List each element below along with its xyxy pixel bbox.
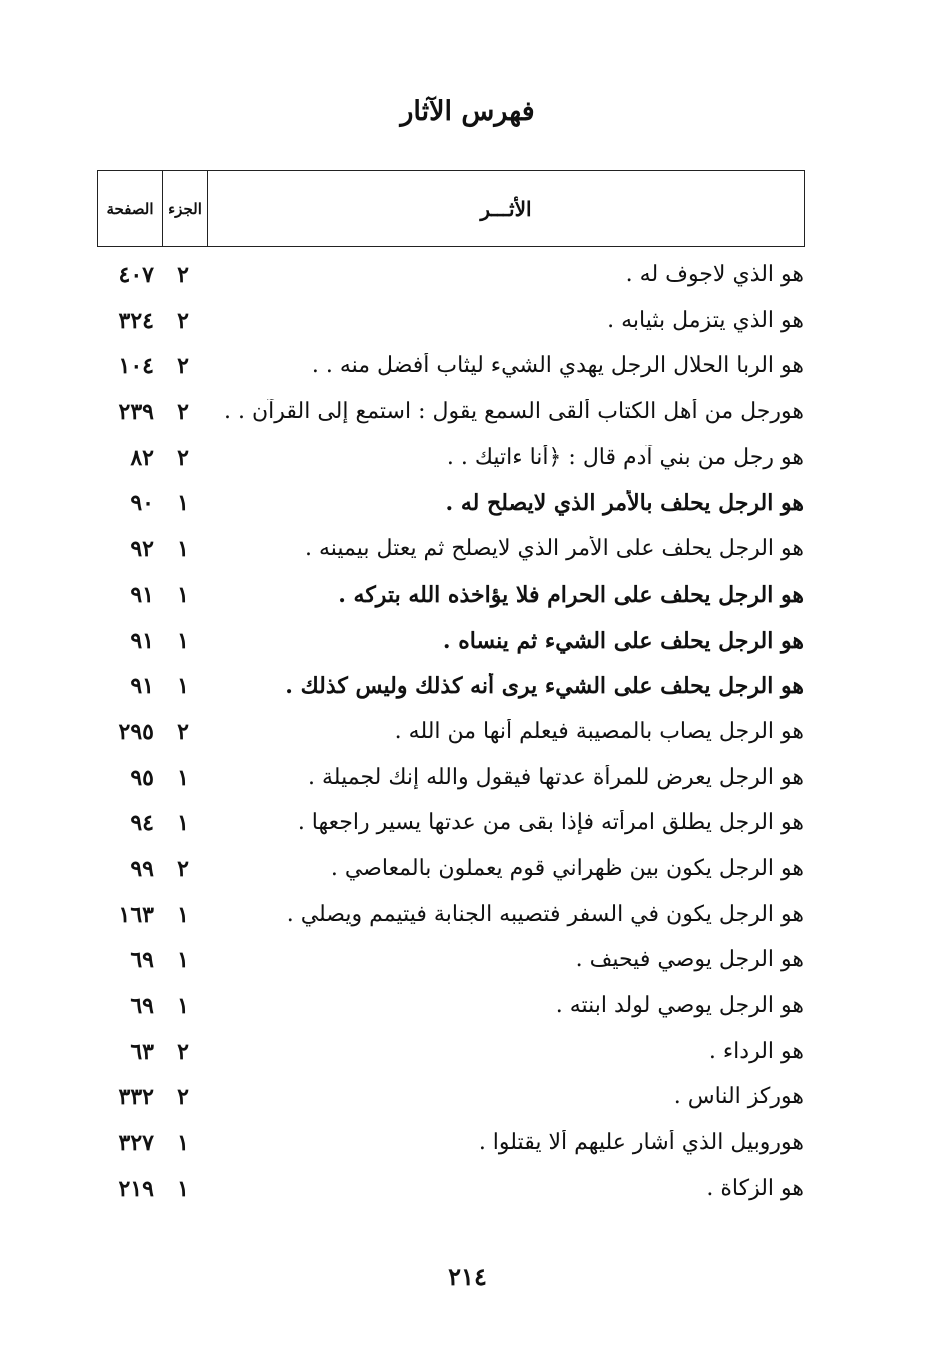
table-row — [0, 441, 935, 487]
page-ref: ٩١ — [130, 673, 154, 700]
athar-text: هو الرجل يكون في السفر فتصيبه الجنابة فيتيمم ويصلي . — [286, 901, 804, 927]
table-row — [0, 624, 935, 670]
athar-text: هو الرداء . — [708, 1038, 804, 1064]
part-number: ٢ — [177, 353, 189, 380]
athar-text: هو الرجل يطلق امرأته فإذا بقى من عدتها يسير راجعها . — [297, 810, 804, 836]
page-ref: ٤٠٧ — [118, 262, 154, 288]
page-ref: ٨٢ — [130, 444, 154, 471]
table-row — [0, 898, 935, 944]
page-ref: ٩١ — [130, 627, 154, 654]
table-row — [0, 532, 935, 578]
athar-text: هوركز الناس . — [673, 1084, 804, 1110]
part-number: ٢ — [177, 307, 189, 334]
athar-text: هو الذي يتزمل بثيابه . — [607, 307, 804, 333]
page-ref: ٣٣٢ — [118, 1084, 154, 1111]
table-row — [0, 349, 935, 395]
part-number: ٢ — [177, 399, 189, 426]
page-ref: ٦٩ — [130, 993, 154, 1019]
athar-text: هو الرجل يحلف على الحرام فلا يؤاخذه الله بتركه . — [338, 581, 804, 608]
table-row — [0, 806, 935, 852]
page-ref: ١٦٣ — [118, 901, 154, 928]
table-row — [0, 1172, 935, 1218]
athar-text: هو الرجل يحلف على الأمر الذي لايصلح ثم يعتل بيمينه . — [305, 536, 804, 562]
page-number: ٢١٤ — [448, 1262, 487, 1291]
index-table-header — [97, 170, 805, 247]
part-number: ١ — [177, 1130, 189, 1157]
athar-text: هو الرجل يحلف بالأمر الذي لايصلح له . — [445, 490, 804, 517]
table-row — [0, 943, 935, 989]
table-row — [0, 852, 935, 898]
page-ref: ٦٣ — [130, 1038, 154, 1065]
header-part: الجزء — [162, 171, 208, 246]
athar-text: هو الرجل يحلف على الشيء يرى أنه كذلك وليس كذلك . — [285, 673, 804, 700]
page-ref: ٩١ — [130, 581, 154, 608]
part-number: ٢ — [177, 718, 189, 745]
page-ref: ٦٩ — [130, 947, 154, 974]
header-page: الصفحة — [106, 199, 154, 218]
part-number: ٢ — [177, 855, 189, 882]
athar-text: هو الذي لاجوف له . — [625, 262, 804, 287]
table-row — [0, 578, 935, 624]
table-row — [0, 395, 935, 441]
page-ref: ٢٣٩ — [118, 399, 154, 426]
part-number: ١ — [177, 993, 189, 1019]
part-number: ١ — [177, 627, 189, 654]
page-title: فهرس الآثار — [400, 96, 535, 127]
athar-text: هو الرجل يعرض للمرأة عدتها فيقول والله إنك لجميلة . — [308, 764, 804, 790]
athar-text: هو الرجل يصاب بالمصيبة فيعلم أنها من الله . — [394, 718, 804, 744]
table-row — [0, 669, 935, 715]
part-number: ١ — [177, 901, 189, 928]
table-row — [0, 761, 935, 807]
table-row — [0, 304, 935, 350]
athar-text: هو الرجل يكون بين ظهراني قوم يعملون بالمعاصي . — [330, 855, 804, 881]
table-row — [0, 1035, 935, 1081]
part-number: ١ — [177, 764, 189, 791]
table-row — [0, 1080, 935, 1126]
part-number: ٢ — [177, 1084, 189, 1111]
part-number: ٢ — [177, 1038, 189, 1065]
table-row — [0, 486, 935, 532]
page-ref: ٢١٩ — [118, 1175, 154, 1202]
athar-text: هو الرجل يحلف على الشيء ثم ينساه . — [442, 627, 804, 654]
page-ref: ٢٩٥ — [118, 718, 154, 745]
athar-text: هو الزكاة . — [706, 1175, 804, 1201]
part-number: ١ — [177, 490, 189, 517]
page-ref: ١٠٤ — [118, 353, 154, 380]
page-ref: ٣٢٤ — [118, 307, 154, 334]
page-ref: ٩٠ — [130, 490, 154, 517]
page-ref: ٣٢٧ — [118, 1130, 154, 1157]
part-number: ٢ — [177, 262, 189, 288]
athar-text: هو رجل من بني آدم قال : ﴿أنا ءاتيك . . — [446, 444, 804, 470]
athar-text: هوروبيل الذي أشار عليهم ألا يقتلوا . — [478, 1130, 804, 1156]
page-ref: ٩٥ — [130, 764, 154, 791]
part-number: ١ — [177, 673, 189, 700]
part-number: ١ — [177, 536, 189, 563]
page-ref: ٩٢ — [130, 536, 154, 563]
part-number: ١ — [177, 947, 189, 974]
part-number: ١ — [177, 810, 189, 837]
part-number: ١ — [177, 581, 189, 608]
part-number: ١ — [177, 1175, 189, 1202]
part-number: ٢ — [177, 444, 189, 471]
table-row — [0, 1126, 935, 1172]
table-row — [0, 258, 935, 304]
table-row — [0, 715, 935, 761]
index-rows — [0, 258, 935, 1217]
athar-text: هو الربا الحلال الرجل يهدي الشيء ليثاب أفضل منه . . — [311, 353, 804, 379]
table-row — [0, 989, 935, 1035]
header-athar: الأثـــر — [480, 196, 532, 221]
page-ref: ٩٩ — [130, 855, 154, 882]
page-ref: ٩٤ — [130, 810, 154, 837]
athar-text: هو الرجل يوصي لولد ابنته . — [555, 993, 804, 1018]
athar-text: هو الرجل يوصي فيحيف . — [575, 947, 804, 973]
athar-text: هورجل من أهل الكتاب ألقى السمع يقول : استمع إلى القرآن . . — [224, 399, 804, 425]
